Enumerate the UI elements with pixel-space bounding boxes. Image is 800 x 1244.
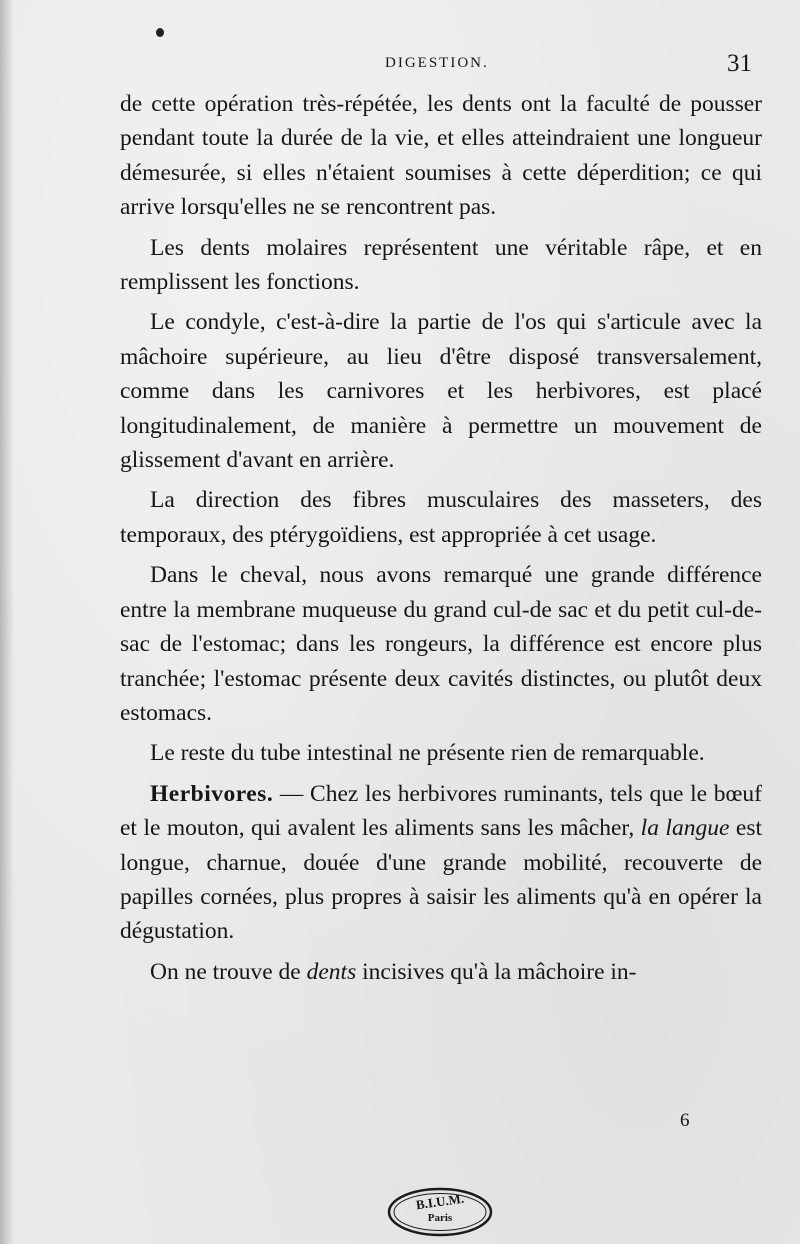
herbivores-text-1: — Chez les herbivores ruminants, tels que le bœuf et le mouton, qui avalent les aliments sans les mâcher, — [120, 780, 762, 842]
herbivores-italic-term: la langue — [640, 815, 730, 842]
paragraph-3: Le condyle, c'est-à-dire la partie de l'os qui s'articule avec la mâchoire supérieure, au lieu d'être disposé transversalement, comme dans les carnivores et les herbivores, est placé longitudinalement, de manière à permettre un mouvement de glissement d'avant en arrière. — [120, 309, 762, 474]
paragraph-1: de cette opération très-répétée, les dents ont la faculté de pousser pendant toute la durée de la vie, et elles atteindraient une longueur démesurée, si elles n'étaient soumises à cette déperdition; ce qui arrive lorsqu'elles ne se rencontrent pas. — [120, 91, 762, 221]
running-title: DIGESTION. — [385, 55, 489, 71]
paragraph-8-text-1: On ne trouve de — [150, 958, 307, 985]
paragraph-2: Les dents molaires représentent une véritable râpe, et en remplissent les fonctions. — [120, 234, 762, 296]
paragraph-6: Le reste du tube intestinal ne présente rien de remarquable. — [150, 740, 705, 767]
paragraph-4: La direction des fibres musculaires des masseters, des temporaux, des ptérygoïdiens, est appropriée à cet usage. — [120, 487, 762, 548]
paragraph-8-text-2: incisives qu'à la mâchoire in- — [356, 958, 637, 985]
ink-dot — [156, 28, 164, 37]
herbivores-text-2: est longue, charnue, douée d'une grande mobilité, recouverte de papilles cornées, plus propres à saisir les aliments qu'à en opérer la dégustation. — [120, 815, 762, 945]
stamp-label-bottom: Paris — [427, 1212, 453, 1224]
section-heading-herbivores: Herbivores. — [150, 780, 274, 807]
stamp-label-top: B.I.U.M. — [414, 1190, 465, 1213]
binding-shadow — [0, 0, 14, 1244]
signature-mark: 6 — [680, 1110, 690, 1131]
paragraph-herbivores — [120, 777, 762, 949]
paragraph-8-italic-term: dents — [306, 958, 357, 985]
library-stamp — [386, 1186, 494, 1238]
page-number: 31 — [727, 50, 752, 77]
paragraph-8 — [120, 955, 762, 989]
paragraph-5: Dans le cheval, nous avons remarqué une grande différence entre la membrane muqueuse du grand cul-de sac et du petit cul-de-sac de l'estomac; dans les rongeurs, la différence est encore plus tranchée; l'estomac présente deux cavités distinctes, ou plutôt deux estomacs. — [120, 562, 762, 726]
body-text — [120, 87, 762, 995]
